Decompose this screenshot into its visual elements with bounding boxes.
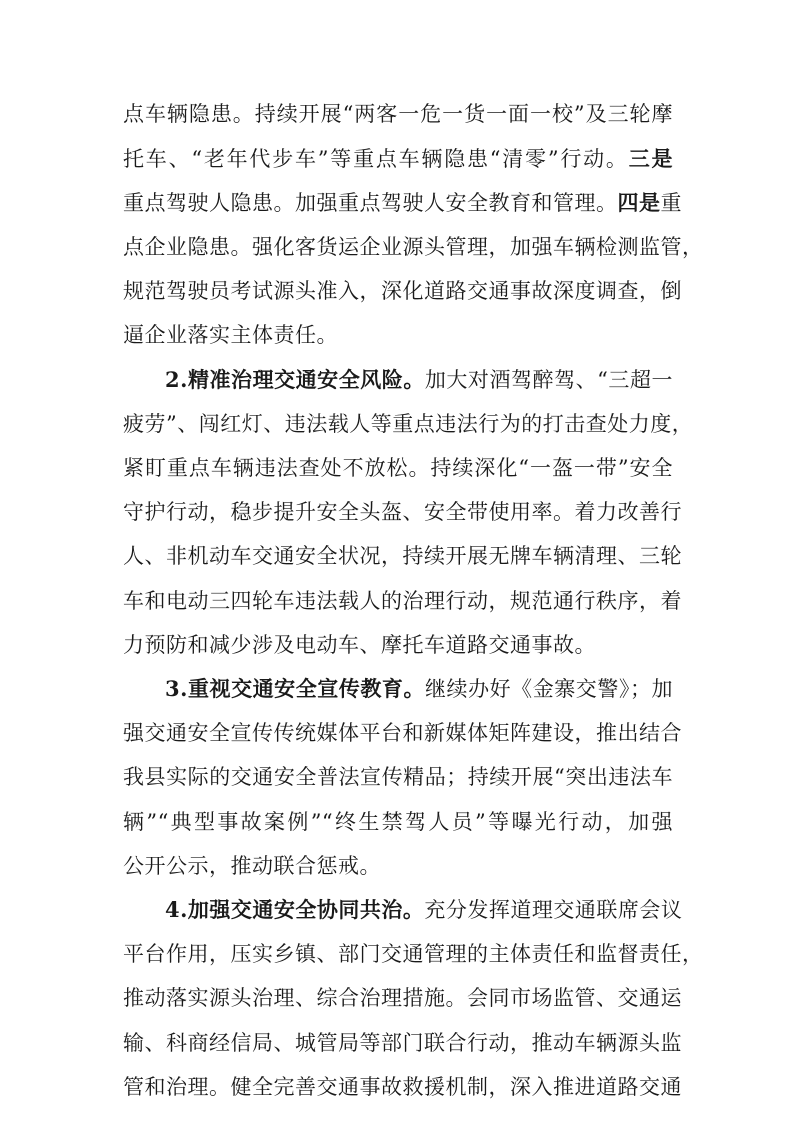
- section-heading-line: 4.加强交通安全协同共治。充分发挥道理交通联席会议: [165, 897, 683, 922]
- paragraph-line: 紧盯重点车辆违法查处不放松。持续深化“一盔一带”安全: [123, 456, 673, 480]
- paragraph-line: 托车、“老年代步车”等重点车辆隐患“清零”行动。三是: [123, 146, 674, 171]
- paragraph-line: 人、非机动车交通安全状况，持续开展无牌车辆清理、三轮: [123, 544, 682, 568]
- paragraph-line: 推动落实源头治理、综合治理措施。会同市场监管、交通运: [123, 986, 682, 1010]
- paragraph-line: 规范驾驶员考试源头准入，深化道路交通事故深度调查，倒: [123, 279, 682, 303]
- paragraph-line: 力预防和减少涉及电动车、摩托车道路交通事故。: [123, 633, 596, 657]
- paragraph-line: 重点驾驶人隐患。加强重点驾驶人安全教育和管理。四是重: [123, 190, 682, 215]
- paragraph-line: 车和电动三四轮车违法载人的治理行动，规范通行秩序，着: [123, 589, 682, 613]
- section-heading-line: 2.精准治理交通安全风险。加大对酒驾醉驾、“三超一: [165, 367, 673, 392]
- paragraph-line: 点企业隐患。强化客货运企业源头管理，加强车辆检测监管，: [123, 235, 704, 259]
- paragraph-line: 辆”“典型事故案例”“终生禁驾人员”等曝光行动，加强: [123, 810, 673, 834]
- paragraph-line: 我县实际的交通安全普法宣传精品；持续开展“突出违法车: [123, 765, 673, 789]
- paragraph-line: 逼企业落实主体责任。: [123, 323, 338, 347]
- paragraph-line: 平台作用，压实乡镇、部门交通管理的主体责任和监督责任，: [123, 942, 704, 966]
- section-heading-line: 3.重视交通安全宣传教育。继续办好《金寨交警》；加: [165, 676, 673, 701]
- paragraph-line: 输、科商经信局、城管局等部门联合行动，推动车辆源头监: [123, 1031, 682, 1055]
- paragraph-line: 管和治理。健全完善交通事故救援机制，深入推进道路交通: [123, 1075, 682, 1099]
- paragraph-line: 守护行动，稳步提升安全头盔、安全带使用率。着力改善行: [123, 500, 682, 524]
- paragraph-line: 疲劳”、闯红灯、违法载人等重点违法行为的打击查处力度，: [123, 412, 694, 436]
- paragraph-line: 公开公示，推动联合惩戒。: [123, 854, 381, 878]
- paragraph-line: 强交通安全宣传传统媒体平台和新媒体矩阵建设，推出结合: [123, 721, 682, 745]
- paragraph-line: 点车辆隐患。持续开展“两客一危一货一面一校”及三轮摩: [123, 102, 673, 126]
